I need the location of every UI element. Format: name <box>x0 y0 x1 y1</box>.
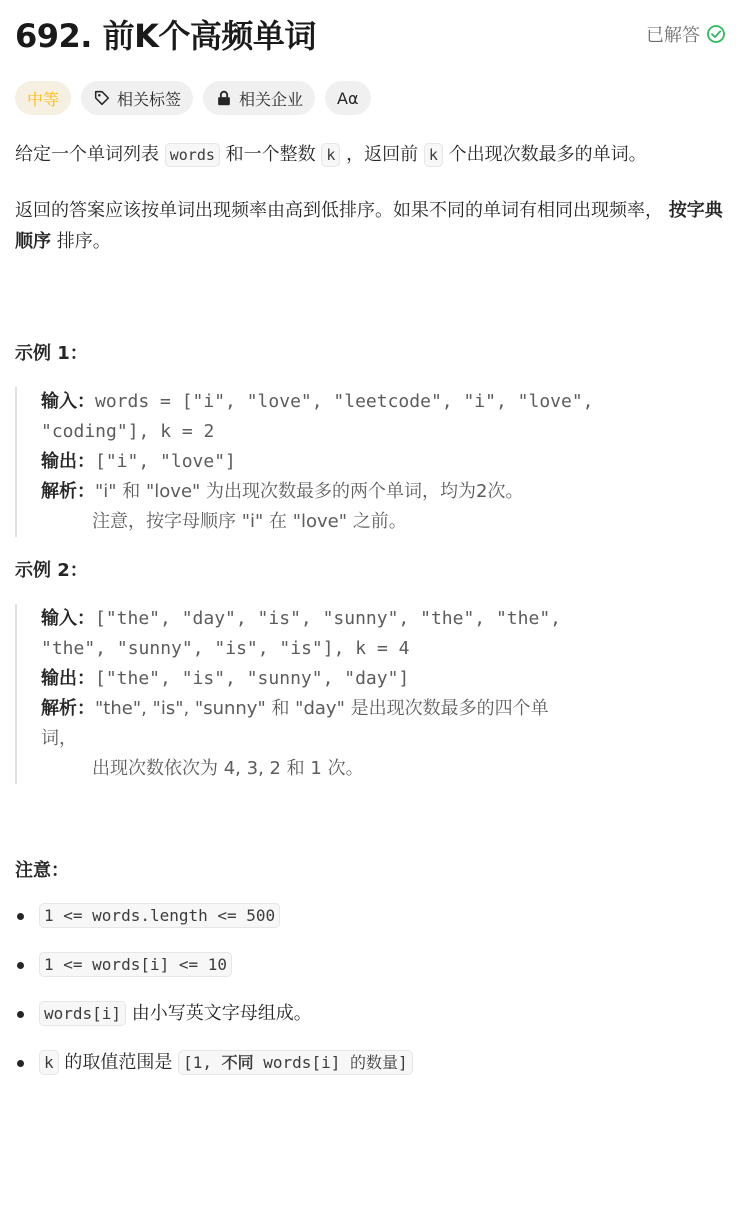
explain-label: 解析： <box>41 481 95 502</box>
explain-text: 词， <box>41 728 77 749</box>
constraint-item <box>15 1047 728 1079</box>
related-tags-button[interactable] <box>81 81 193 115</box>
description-paragraph-1 <box>15 139 728 171</box>
output-label: 输出： <box>41 451 95 472</box>
tag-row <box>15 81 728 115</box>
explain-text: 出现次数依次为 4, 3, 2 和 1 次。 <box>92 758 364 779</box>
constraint-code: k <box>39 1050 59 1075</box>
output-value: ["the", "is", "sunny", "day"] <box>95 668 410 689</box>
output-label: 输出： <box>41 668 95 689</box>
output-value: ["i", "love"] <box>95 451 236 472</box>
inline-code-k: k <box>321 143 340 167</box>
example-2-title: 示例 2： <box>15 560 88 581</box>
desc-text: 个出现次数最多的单词。 <box>442 144 647 165</box>
input-value-cont: "the", "sunny", "is", "is"], k = 4 <box>41 638 410 659</box>
input-label: 输入： <box>41 391 95 412</box>
tag-icon <box>93 89 111 107</box>
constraint-text: 的取值范围是 <box>58 1052 179 1073</box>
explain-label: 解析： <box>41 698 95 719</box>
constraint-code: words[i] <box>39 1001 126 1026</box>
solved-status <box>646 21 726 47</box>
constraint-item <box>15 949 728 981</box>
desc-bold: 按字典顺序 <box>15 200 723 252</box>
input-label: 输入： <box>41 608 95 629</box>
translate-button[interactable] <box>325 81 371 115</box>
description-paragraph-2 <box>15 195 728 257</box>
range-end: words[i] 的数量] <box>253 1053 408 1072</box>
constraint-item <box>15 998 728 1030</box>
explain-text: "the", "is", "sunny" 和 "day" 是出现次数最多的四个单 <box>95 698 549 719</box>
title-row <box>15 0 728 68</box>
constraint-text: 由小写英文字母组成。 <box>126 1003 312 1024</box>
range-start: [1, <box>183 1053 222 1072</box>
input-value: words = ["i", "love", "leetcode", "i", "love", <box>95 391 594 412</box>
constraint-item <box>15 900 728 932</box>
related-companies-button[interactable] <box>203 81 315 115</box>
constraint-code: 1 <= words[i] <= 10 <box>39 952 232 977</box>
range-bold: 不同 <box>221 1053 254 1072</box>
example-2-block <box>15 604 728 784</box>
lock-icon <box>215 89 233 107</box>
constraint-code: 1 <= words.length <= 500 <box>39 903 280 928</box>
difficulty-badge <box>15 81 71 115</box>
explain-text: 注意，按字母顺序 "i" 在 "love" 之前。 <box>92 511 407 532</box>
problem-title[interactable]: 692. 前K个高频单词 <box>15 17 316 55</box>
related-companies-label: 相关企业 <box>239 89 304 109</box>
explain-text: "i" 和 "love" 为出现次数最多的两个单词，均为2次。 <box>95 481 524 502</box>
translate-icon: Aα <box>337 88 359 108</box>
difficulty-label: 中等 <box>27 89 60 109</box>
input-value: ["the", "day", "is", "sunny", "the", "the", <box>95 608 561 629</box>
desc-text: 返回的答案应该按单词出现频率由高到低排序。如果不同的单词有相同出现频率， <box>15 200 669 221</box>
solved-label: 已解答 <box>646 25 700 46</box>
related-tags-label: 相关标签 <box>117 89 182 109</box>
example-1-title: 示例 1： <box>15 343 88 364</box>
desc-text: 给定一个单词列表 <box>15 144 165 165</box>
check-circle-icon <box>706 24 726 44</box>
input-value-cont: "coding"], k = 2 <box>41 421 215 442</box>
desc-text: 排序。 <box>51 231 111 252</box>
desc-text: ，返回前 <box>340 144 424 165</box>
example-1-block <box>15 387 728 537</box>
desc-text: 和一个整数 <box>219 144 322 165</box>
constraint-code-range <box>178 1050 413 1075</box>
inline-code-k: k <box>424 143 443 167</box>
inline-code-words: words <box>165 143 220 167</box>
constraints-title: 注意： <box>15 860 69 881</box>
constraints-list <box>15 900 728 1079</box>
